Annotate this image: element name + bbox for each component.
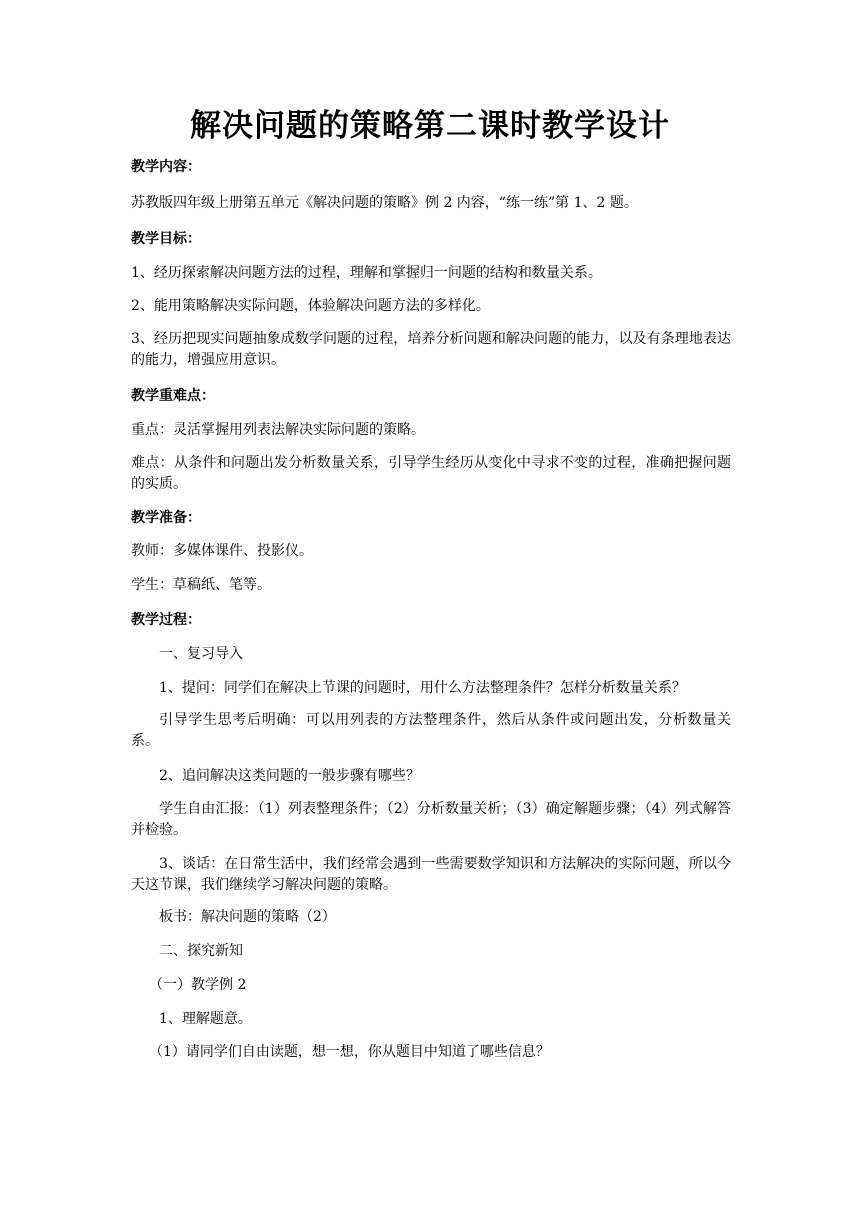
- step-2-question: 2、追问解决这类问题的一般步骤有哪些？: [159, 768, 420, 784]
- understand-step: 1、理解题意。: [159, 1011, 252, 1027]
- step-1-answer: 引导学生思考后明确：可以用列表的方法整理条件，然后从条件或问题出发，分析数量关系。: [131, 712, 731, 749]
- content-heading: 教学内容：: [131, 159, 201, 175]
- process-heading: 教学过程：: [131, 612, 201, 628]
- section-review: 一、复习导入: [159, 646, 243, 662]
- difficulty-heading: 教学重难点：: [131, 388, 215, 404]
- goals-heading: 教学目标：: [131, 231, 201, 247]
- goal-2: 2、能用策略解决实际问题，体验解决问题方法的多样化。: [131, 298, 490, 314]
- key-point: 重点：灵活掌握用列表法解决实际问题的策略。: [131, 422, 425, 438]
- section-explore: 二、探究新知: [159, 943, 243, 959]
- subsection-example-2: （一）教学例 2: [149, 977, 247, 993]
- board-writing: 板书：解决问题的策略（2）: [159, 909, 336, 925]
- content-text: 苏教版四年级上册第五单元《解决问题的策略》例 2 内容，“练一练”第 1、2 题。: [131, 195, 638, 211]
- question-1: （1）请同学们自由读题，想一想，你从题目中知道了哪些信息？: [149, 1044, 550, 1060]
- step-3-talk: 3、谈话：在日常生活中，我们经常会遇到一些需要数学知识和方法解决的实际问题，所以今天这节课，我们继续学习解决问题的策略。: [131, 856, 731, 893]
- prep-heading: 教学准备：: [131, 510, 201, 526]
- prep-teacher: 教师：多媒体课件、投影仪。: [131, 543, 313, 559]
- difficult-point: 难点：从条件和问题出发分析数量关系，引导学生经历从变化中寻求不变的过程，准确把握问题的实质。: [131, 455, 731, 492]
- goal-1: 1、经历探索解决问题方法的过程，理解和掌握归一问题的结构和数量关系。: [131, 265, 602, 281]
- step-2-answer: 学生自由汇报：（1）列表整理条件；（2）分析数量关析；（3）确定解题步骤；（4）列式解答并检验。: [131, 801, 731, 838]
- goal-3: 3、经历把现实问题抽象成数学问题的过程，培养分析问题和解决问题的能力，以及有条理地表达的能力，增强应用意识。: [131, 331, 731, 368]
- prep-student: 学生：草稿纸、笔等。: [131, 577, 271, 593]
- document-title: 解决问题的策略第二课时教学设计: [190, 108, 670, 144]
- step-1-question: 1、提问：同学们在解决上节课的问题时，用什么方法整理条件？怎样分析数量关系？: [159, 680, 686, 696]
